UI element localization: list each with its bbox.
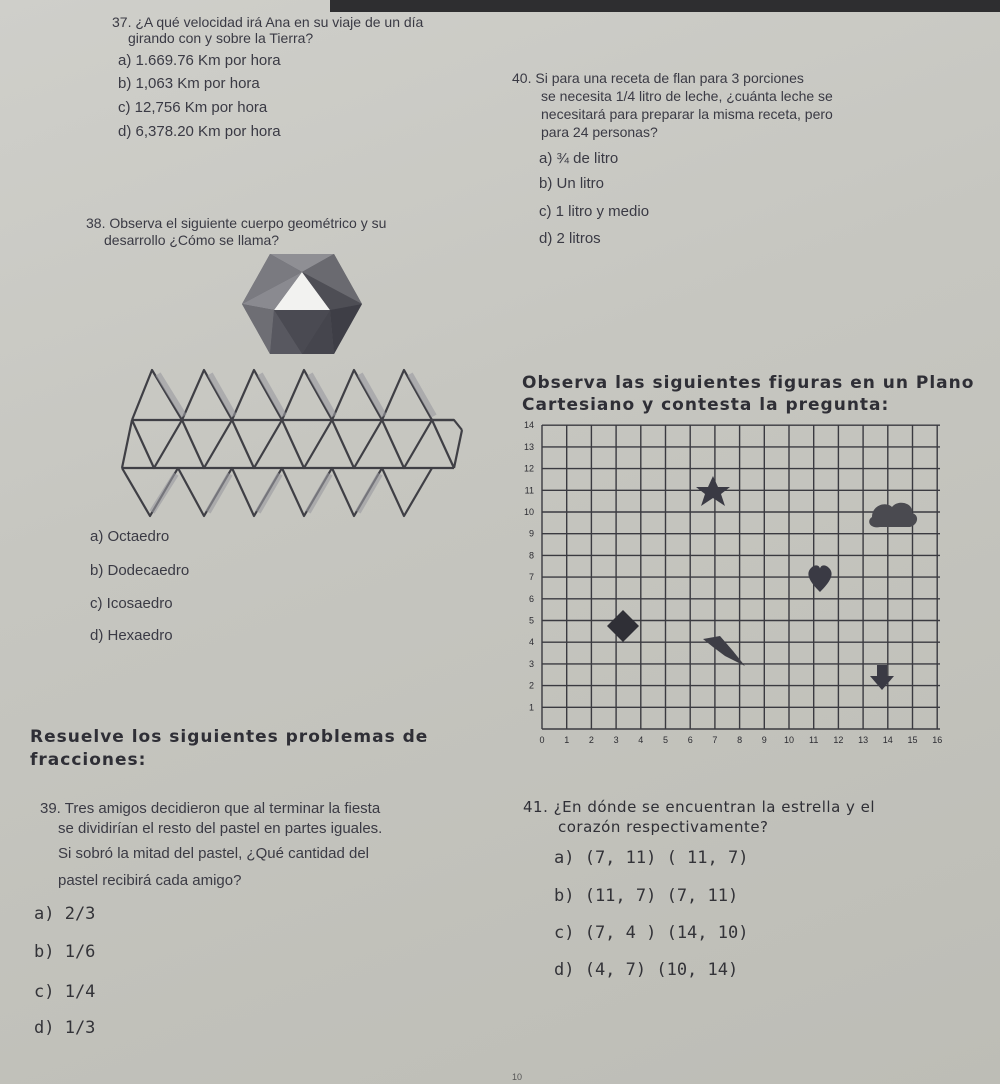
fractions-heading-line-1: Resuelve los siguientes problemas de xyxy=(30,727,429,747)
x-tick-label: 6 xyxy=(687,735,693,745)
q40-line-2: se necesita 1/4 litro de leche, ¿cuánta leche se xyxy=(541,88,833,104)
x-tick-label: 7 xyxy=(712,735,718,745)
q37-line-1: 37. ¿A qué velocidad irá Ana en su viaje de un día xyxy=(112,14,424,30)
q40-line-3: necesitará para preparar la misma receta, pero xyxy=(541,106,833,122)
q40-option-c: c) 1 litro y medio xyxy=(539,203,650,220)
q39-option-d: d) 1/3 xyxy=(34,1018,96,1038)
q40-option-d: d) 2 litros xyxy=(539,230,601,247)
x-tick-label: 16 xyxy=(932,735,943,745)
icosahedron-net-figure xyxy=(118,364,468,524)
x-tick-label: 3 xyxy=(613,735,619,745)
q37-option-c: c) 12,756 Km por hora xyxy=(118,99,268,116)
q41-option-d: d) (4, 7) (10, 14) xyxy=(554,960,739,980)
q37-line-2: girando con y sobre la Tierra? xyxy=(128,30,314,46)
diamond-figure xyxy=(607,610,639,642)
q38-option-b: b) Dodecaedro xyxy=(90,562,190,579)
q40-option-a: a) ¾ de litro xyxy=(539,150,619,167)
y-tick-label: 6 xyxy=(528,593,534,604)
y-tick-label: 14 xyxy=(523,420,534,431)
y-tick-label: 3 xyxy=(528,658,534,669)
q40-option-b: b) Un litro xyxy=(539,175,605,192)
x-tick-label: 4 xyxy=(638,735,644,745)
x-tick-label: 2 xyxy=(588,735,594,745)
q41-option-b: b) (11, 7) (7, 11) xyxy=(554,886,739,906)
plane-heading-line-1: Observa las siguientes figuras en un Plano xyxy=(522,373,975,393)
q39-line-3: Si sobró la mitad del pastel, ¿Qué cantidad del xyxy=(58,845,370,862)
q41-option-a: a) (7, 11) ( 11, 7) xyxy=(554,848,749,868)
q37-option-a: a) 1.669.76 Km por hora xyxy=(118,52,281,69)
x-tick-label: 1 xyxy=(564,735,570,745)
q39-line-2: se dividirían el resto del pastel en partes iguales. xyxy=(58,820,383,837)
y-tick-label: 9 xyxy=(528,528,534,539)
q38-option-c: c) Icosaedro xyxy=(90,595,173,612)
y-tick-label: 1 xyxy=(528,702,534,713)
x-tick-label: 12 xyxy=(833,735,844,745)
cartesian-grid xyxy=(520,415,970,775)
y-tick-label: 4 xyxy=(528,637,534,648)
x-tick-label: 0 xyxy=(539,735,545,745)
q41-option-c: c) (7, 4 ) (14, 10) xyxy=(554,923,749,943)
q39-line-1: 39. Tres amigos decidieron que al terminar la fiesta xyxy=(40,800,381,817)
q41-line-2: corazón respectivamente? xyxy=(558,818,769,836)
y-tick-label: 5 xyxy=(528,615,534,626)
q39-option-b: b) 1/6 xyxy=(34,942,96,962)
y-tick-label: 8 xyxy=(528,550,534,561)
y-tick-label: 10 xyxy=(523,507,534,517)
q38-option-d: d) Hexaedro xyxy=(90,627,173,644)
q38-line-2: desarrollo ¿Cómo se llama? xyxy=(104,232,280,248)
x-tick-label: 9 xyxy=(761,735,767,745)
x-tick-label: 10 xyxy=(783,735,795,745)
q39-line-4: pastel recibirá cada amigo? xyxy=(58,872,242,889)
q41-line-1: 41. ¿En dónde se encuentran la estrella y el xyxy=(523,798,876,816)
cloud-figure xyxy=(869,503,917,528)
heart-figure xyxy=(808,565,831,592)
x-tick-label: 8 xyxy=(737,735,743,745)
y-tick-label: 12 xyxy=(523,463,534,474)
lightning-figure xyxy=(703,636,745,666)
x-tick-label: 5 xyxy=(662,735,669,745)
x-tick-label: 15 xyxy=(907,735,918,745)
q39-option-a: a) 2/3 xyxy=(34,904,96,924)
icosahedron-solid-figure xyxy=(238,250,364,358)
y-tick-label: 11 xyxy=(524,485,534,496)
plane-heading-line-2: Cartesiano y contesta la pregunta: xyxy=(522,395,890,415)
x-tick-label: 13 xyxy=(858,735,869,745)
x-tick-label: 11 xyxy=(809,735,819,745)
q38-option-a: a) Octaedro xyxy=(90,528,170,545)
y-tick-label: 13 xyxy=(523,441,534,452)
q39-option-c: c) 1/4 xyxy=(34,982,96,1002)
q37-option-d: d) 6,378.20 Km por hora xyxy=(118,123,281,140)
x-tick-label: 14 xyxy=(882,735,893,745)
q38-line-1: 38. Observa el siguiente cuerpo geométrico y su xyxy=(86,215,387,231)
q40-line-4: para 24 personas? xyxy=(541,124,658,140)
y-tick-label: 7 xyxy=(528,572,534,583)
q40-line-1: 40. Si para una receta de flan para 3 porciones xyxy=(512,70,804,86)
page-number: 10 xyxy=(512,1072,523,1082)
page-top-edge xyxy=(330,0,1000,12)
fractions-heading-line-2: fracciones: xyxy=(30,750,147,770)
q37-option-b: b) 1,063 Km por hora xyxy=(118,75,260,92)
y-tick-label: 2 xyxy=(528,680,534,691)
